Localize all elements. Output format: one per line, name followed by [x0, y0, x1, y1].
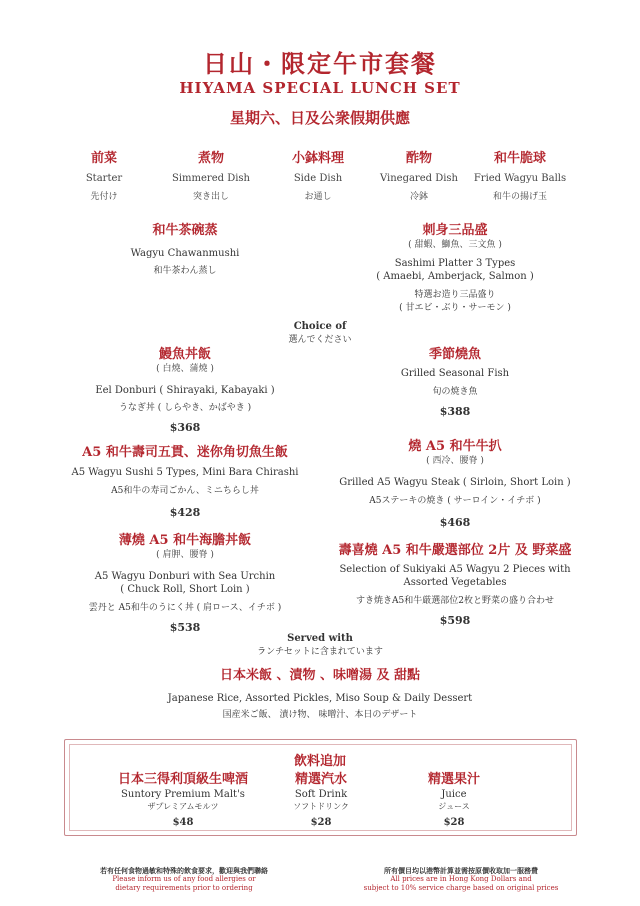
- dish-zh: 燒 A5 和牛牛扒: [408, 439, 502, 454]
- footer-price-en-2: subject to 10% service charge based on original prices: [363, 884, 559, 892]
- dish-zh-sub: ( 肩胛、腰脊 ): [156, 550, 214, 560]
- dish-price: $388: [439, 405, 471, 418]
- dish-zh: A5 和牛壽司五貫、迷你角切魚生飯: [82, 445, 288, 460]
- dish-en: Selection of Sukiyaki A5 Wagyu 2 Pieces with: [339, 564, 571, 575]
- page-subtitle-en: HIYAMA SPECIAL LUNCH SET: [179, 79, 461, 97]
- course-en: Side Dish: [293, 173, 343, 184]
- footer-allergy-en-2: dietary requirements prior to ordering: [115, 884, 253, 892]
- footer-price-zh: 所有價目均以港幣計算並需按原價收取加一服務費: [384, 866, 538, 875]
- dish-en: A5 Wagyu Donburi with Sea Urchin: [94, 571, 276, 582]
- dish-ja: 特選お造り三品盛り: [414, 290, 496, 300]
- dish-ja-sub: ( 甘エビ・ぶり・サーモン ): [399, 303, 511, 313]
- footer-allergy-en-1: Please inform us of any food allergies or: [112, 875, 256, 883]
- dish-ja: すき焼きA5和牛厳選部位2枚と野菜の盛り合わせ: [356, 596, 554, 606]
- main-seasonal-fish: [305, 346, 605, 419]
- dish-en-sub: ( Chuck Roll, Short Loin ): [120, 584, 250, 595]
- dish-en: Grilled A5 Wagyu Steak ( Sirloin, Short Loin ): [339, 477, 571, 488]
- served-with-zh: 日本米飯 、漬物 、味噌湯 及 甜點: [219, 668, 421, 683]
- dish-zh-sub: ( 白燒、蒲燒 ): [156, 364, 214, 374]
- sashimi-block: [305, 222, 605, 315]
- dish-en: Sashimi Platter 3 Types: [394, 258, 516, 269]
- dish-ja: うなぎ丼 ( しらやき、かばやき ): [118, 403, 252, 413]
- drink-zh: 精選汽水: [294, 772, 347, 787]
- course-zh: 煮物: [197, 151, 224, 166]
- drink-en: Juice: [441, 789, 467, 800]
- main-eel-donburi: [35, 346, 335, 435]
- course-ja: 先付け: [90, 192, 118, 202]
- dish-ja: 旬の焼き魚: [432, 387, 478, 397]
- dish-en: Grilled Seasonal Fish: [400, 368, 510, 379]
- course-en: Fried Wagyu Balls: [473, 173, 567, 184]
- dish-ja: 雲丹と A5和牛のうにく丼 ( 肩ロース、イチボ ): [88, 603, 282, 613]
- dish-price: $368: [169, 421, 201, 434]
- served-with-label-ja: ランチセットに含まれています: [257, 647, 383, 657]
- dish-ja: 和牛茶わん蒸し: [153, 266, 217, 276]
- drink-zh: 日本三得利頂級生啤酒: [117, 772, 248, 787]
- course-wagyu-balls: [456, 151, 584, 203]
- dish-price: $468: [439, 516, 471, 529]
- drink-ja: ソフトドリンク: [293, 802, 349, 811]
- drink-price: $48: [172, 817, 194, 828]
- course-zh: 和牛脆球: [493, 151, 546, 166]
- dish-zh: 薄燒 A5 和牛海膽丼飯: [118, 533, 252, 548]
- dish-zh: 季節燒魚: [428, 347, 481, 362]
- course-zh: 小鉢料理: [291, 151, 344, 166]
- dish-zh: 鰻魚丼飯: [158, 347, 211, 362]
- main-wagyu-sushi: [35, 444, 335, 520]
- drink-en: Suntory Premium Malt's: [121, 789, 245, 800]
- drink-price: $28: [443, 817, 465, 828]
- availability-note: 星期六、日及公衆假期供應: [229, 109, 410, 127]
- course-en: Starter: [85, 173, 123, 184]
- served-with-en: Japanese Rice, Assorted Pickles, Miso Soup & Daily Dessert: [167, 693, 473, 704]
- served-with-ja: 国産米ご飯、 漬け物、 味噌汁、本日のデザート: [222, 710, 418, 720]
- main-sukiyaki: [305, 542, 605, 628]
- footer-price-en-1: All prices are in Hong Kong Dollars and: [390, 875, 532, 883]
- choice-label-ja: 選んでください: [288, 335, 352, 345]
- dish-zh-sub: ( 甜蝦、鰤魚、三文魚 ): [408, 240, 502, 250]
- served-with-block: [0, 667, 640, 722]
- choice-label: Choice of: [293, 321, 347, 332]
- dish-zh: 和牛茶碗蒸: [152, 223, 218, 238]
- course-en: Vinegared Dish: [379, 173, 459, 184]
- dish-zh-sub: ( 西冷、腰脊 ): [426, 456, 484, 466]
- drink-juice: [374, 772, 534, 830]
- dish-price: $598: [439, 614, 471, 627]
- dish-en-sub: Assorted Vegetables: [403, 577, 507, 588]
- dish-price: $538: [169, 621, 201, 634]
- dish-price: $428: [169, 506, 201, 519]
- course-ja: お通し: [304, 192, 332, 202]
- drink-price: $28: [310, 817, 332, 828]
- dish-en: Eel Donburi ( Shirayaki, Kabayaki ): [95, 385, 275, 396]
- dish-en: Wagyu Chawanmushi: [130, 248, 240, 259]
- dish-en-sub: ( Amaebi, Amberjack, Salmon ): [376, 271, 534, 282]
- dish-en: A5 Wagyu Sushi 5 Types, Mini Bara Chirashi: [71, 467, 299, 478]
- course-zh: 酢物: [405, 151, 432, 166]
- course-ja: 和牛の揚げ玉: [492, 192, 547, 202]
- drink-ja: ジュース: [438, 802, 470, 811]
- footer-price-note: [326, 866, 596, 893]
- drink-zh: 精選果汁: [427, 772, 480, 787]
- drink-beer: [103, 772, 263, 830]
- course-ja: 冷鉢: [409, 192, 428, 202]
- chawanmushi-block: [35, 222, 335, 278]
- footer-allergy-zh: 若有任何食物過敏和特殊的飲食要求，歡迎與我們聯絡: [100, 866, 268, 875]
- page-title: 日山・限定午市套餐: [203, 49, 437, 78]
- main-wagyu-steak: [305, 438, 605, 530]
- drink-ja: ザプレミアムモルツ: [147, 802, 219, 811]
- served-with-label: Served with: [287, 633, 353, 644]
- footer-allergy-note: [49, 866, 319, 893]
- main-wagyu-sea-urchin: [35, 532, 335, 635]
- drink-en: Soft Drink: [294, 789, 348, 800]
- dish-ja: A5ステーキの焼き ( サーロイン・イチボ ): [369, 496, 541, 506]
- dish-zh: 刺身三品盛: [422, 223, 488, 238]
- course-en: Simmered Dish: [172, 173, 250, 184]
- drinks-title: 飲料追加: [293, 754, 346, 769]
- course-zh: 前菜: [90, 151, 117, 166]
- dish-ja: A5和牛の寿司ごかん、ミニちらし丼: [111, 486, 259, 496]
- course-ja: 突き出し: [192, 192, 229, 202]
- dish-zh: 壽喜燒 A5 和牛嚴選部位 2片 及 野菜盛: [338, 543, 572, 558]
